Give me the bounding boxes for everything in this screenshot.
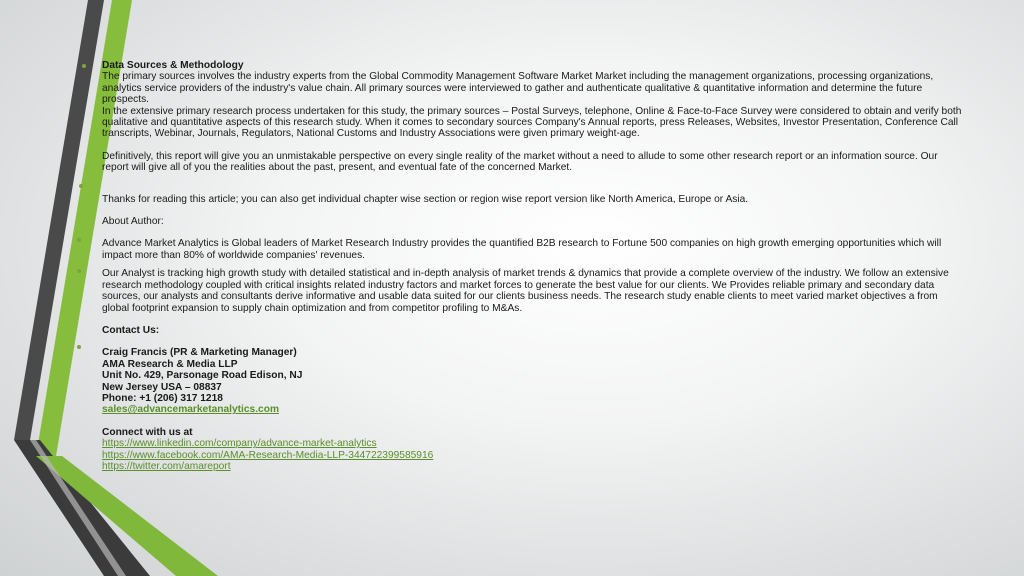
methodology-paragraph-3: Definitively, this report will give you an unmistakable perspective on every single reality of the market without a need to allude to some other research report or an information source. Our report will give all of you the realities about the past, present, and eventual fate of the concerned Market.: [102, 150, 938, 174]
twitter-link[interactable]: https://twitter.com/amareport: [102, 460, 231, 472]
bullet-1: [82, 64, 86, 68]
contact-email-link[interactable]: sales@advancemarketanalytics.com: [102, 404, 279, 416]
bullet-2: [79, 184, 83, 188]
contact-address-line-2: New Jersey USA – 08837: [102, 381, 222, 393]
connect-heading: Connect with us at: [102, 426, 193, 438]
linkedin-link[interactable]: https://www.linkedin.com/company/advance-market-analytics: [102, 438, 377, 450]
bullet-5: [77, 345, 81, 349]
thanks-text: Thanks for reading this article; you can also get individual chapter wise section or region wise report version like North America, Europe or Asia.: [102, 193, 749, 205]
contact-name: Craig Francis (PR & Marketing Manager): [102, 347, 297, 359]
about-text: Advance Market Analytics is Global leaders of Market Research Industry provides the quantified B2B research to Fortune 500 companies on high growth emerging opportunities which will impact more than 80% of worldwide companies' revenues.: [102, 238, 942, 261]
contact-company: AMA Research & Media LLP: [102, 358, 238, 370]
methodology-paragraph-2: In the extensive primary research process undertaken for this study, the primary sources – Postal Surveys, telephone, Online & Face-to-Face Survey were considered to obtain and verify both qualitative and quantitative aspects of this research study. When it comes to secondary sources Company's Annual reports, press Releases, Websites, Investor Presentation, Conference Call transcripts, Webinar, Journals, Regulators, National Customs and Industry Associations were given primary weight-age.: [102, 105, 962, 140]
contact-address-line-1: Unit No. 429, Parsonage Road Edison, NJ: [102, 370, 303, 382]
analyst-text: Our Analyst is tracking high growth study with detailed statistical and in-depth analysis of market trends & dynamics that provide a complete overview of the industry. We follow an extensive research methodology coupled with critical insights related industry factors and market forces to generate the best value for our clients. We Provides reliable primary and secondary data sources, our analysts and consultants derive informative and usable data suited for our clients business needs. The research study enable clients to meet varied market objectives a from global footprint expansion to supply chain optimization and from competitor profiling to M&As.: [102, 268, 949, 314]
bullet-4: [77, 269, 81, 273]
methodology-heading: Data Sources & Methodology: [102, 60, 244, 71]
bullet-3: [77, 238, 81, 242]
contact-heading: Contact Us:: [102, 324, 160, 336]
contact-phone: Phone: +1 (206) 317 1218: [102, 392, 223, 404]
facebook-link[interactable]: https://www.facebook.com/AMA-Research-Media-LLP-344722399585916: [102, 449, 434, 461]
document-body: [102, 60, 962, 472]
about-heading: About Author:: [102, 216, 164, 228]
methodology-paragraph-1: The primary sources involves the industry experts from the Global Commodity Management Software Market Market including the management organizations, processing organizations, analytics service providers of the industry's value chain. All primary sources were interviewed to gather and authenticate qualitative & quantitative information and determine the future prospects.: [102, 71, 934, 106]
